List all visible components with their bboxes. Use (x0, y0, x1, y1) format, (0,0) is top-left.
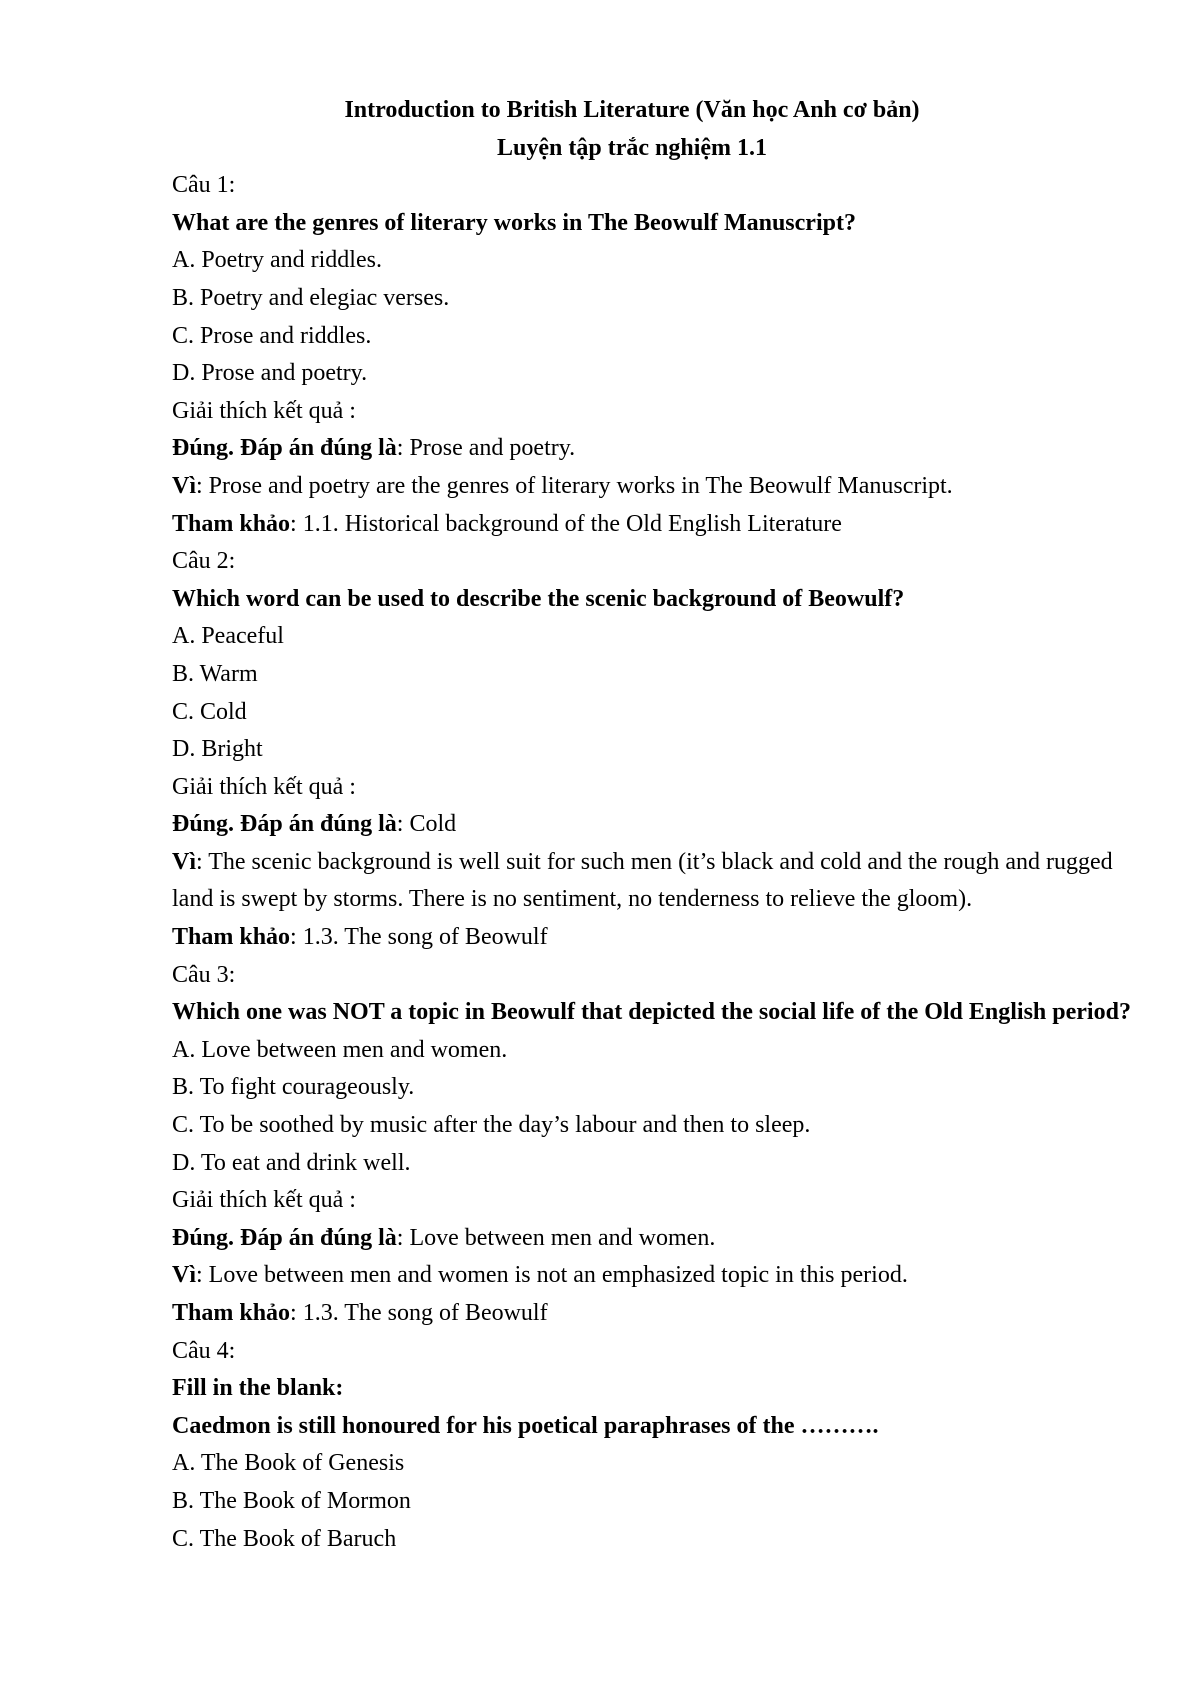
question-2-option-c: C. Cold (172, 698, 247, 725)
question-1-answer: Đúng. Đáp án đúng là: Prose and poetry. (172, 435, 576, 462)
question-3-explain-heading: Giải thích kết quả : (172, 1187, 356, 1214)
question-2-answer: Đúng. Đáp án đúng là: Cold (172, 811, 457, 838)
question-1-answer-value: Prose and poetry. (409, 435, 576, 462)
question-3-text: Which one was NOT a topic in Beowulf that depicted the social life of the Old English period? (172, 999, 1131, 1026)
question-2-option-a: A. Peaceful (172, 623, 284, 650)
question-4-number: Câu 4: (172, 1337, 236, 1364)
reference-label: Tham khảo (172, 510, 291, 537)
question-2-reference-value: 1.3. The song of Beowulf (302, 924, 548, 951)
question-2-text: Which word can be used to describe the scenic background of Beowulf? (172, 585, 905, 612)
question-3-option-a: A. Love between men and women. (172, 1036, 508, 1063)
question-1-option-a: A. Poetry and riddles. (172, 247, 382, 274)
question-1-reason-value: Prose and poetry are the genres of literary works in The Beowulf Manuscript. (208, 472, 953, 499)
question-4-text: Caedmon is still honoured for his poetical paraphrases of the ………. (172, 1412, 879, 1439)
question-3-reference-value: 1.3. The song of Beowulf (302, 1300, 548, 1326)
question-4-option-b: B. The Book of Mormon (172, 1487, 411, 1514)
question-2-explain-heading: Giải thích kết quả : (172, 773, 356, 800)
question-3-reason-value: Love between men and women is not an emphasized topic in this period. (208, 1262, 908, 1289)
question-3-number: Câu 3: (172, 961, 236, 988)
question-1-explain-heading: Giải thích kết quả : (172, 397, 356, 424)
question-3-option-c: C. To be soothed by music after the day’s labour and then to sleep. (172, 1112, 811, 1139)
question-2-option-b: B. Warm (172, 660, 258, 687)
document-content (172, 92, 1132, 1558)
reference-label: Tham khảo (172, 1300, 291, 1326)
because-label: Vì (172, 848, 196, 875)
question-2-option-d: D. Bright (172, 736, 263, 763)
document-subtitle: Luyện tập trắc nghiệm 1.1 (497, 134, 767, 161)
correct-label: Đúng. Đáp án đúng là (172, 811, 397, 838)
question-3-reason: Vì: Love between men and women is not an emphasized topic in this period. (172, 1262, 908, 1289)
question-1-reason: Vì: Prose and poetry are the genres of literary works in The Beowulf Manuscript. (172, 472, 953, 499)
question-1-option-d: D. Prose and poetry. (172, 360, 368, 387)
question-3-reference: Tham khảo: 1.3. The song of Beowulf (172, 1300, 548, 1326)
question-1-number: Câu 1: (172, 172, 236, 199)
question-2-answer-value: Cold (409, 811, 457, 838)
correct-label: Đúng. Đáp án đúng là (172, 435, 397, 462)
question-3-option-b: B. To fight courageously. (172, 1074, 415, 1101)
question-1-option-c: C. Prose and riddles. (172, 322, 372, 349)
because-label: Vì (172, 1262, 196, 1289)
question-1-reference: Tham khảo: 1.1. Historical background of the Old English Literature (172, 510, 842, 537)
question-2-reference: Tham khảo: 1.3. The song of Beowulf (172, 924, 548, 951)
question-2-reason: Vì: The scenic background is well suit for such men (it’s black and cold and the rough and rugged land is swept by storms. There is no sentiment, no tenderness to relieve the gloom). (172, 848, 1113, 913)
question-3-option-d: D. To eat and drink well. (172, 1149, 411, 1176)
question-1-text: What are the genres of literary works in The Beowulf Manuscript? (172, 209, 856, 236)
question-3-answer-value: Love between men and women. (409, 1224, 716, 1251)
question-4-option-a: A. The Book of Genesis (172, 1450, 405, 1477)
reference-label: Tham khảo (172, 924, 291, 951)
because-label: Vì (172, 472, 196, 499)
question-2-reason-value: The scenic background is well suit for such men (it’s black and cold and the rough and rugged land is swept by storms. There is no sentiment, no tenderness to relieve the gloom). (172, 848, 1113, 913)
question-3-answer: Đúng. Đáp án đúng là: Love between men and women. (172, 1224, 716, 1251)
correct-label: Đúng. Đáp án đúng là (172, 1224, 397, 1251)
question-4-option-c: C. The Book of Baruch (172, 1525, 397, 1552)
question-1-reference-value: 1.1. Historical background of the Old English Literature (302, 510, 842, 537)
question-1-option-b: B. Poetry and elegiac verses. (172, 284, 450, 311)
question-4-intro: Fill in the blank: (172, 1375, 344, 1402)
document-title: Introduction to British Literature (Văn học Anh cơ bản) (344, 97, 920, 123)
question-2-number: Câu 2: (172, 548, 236, 575)
